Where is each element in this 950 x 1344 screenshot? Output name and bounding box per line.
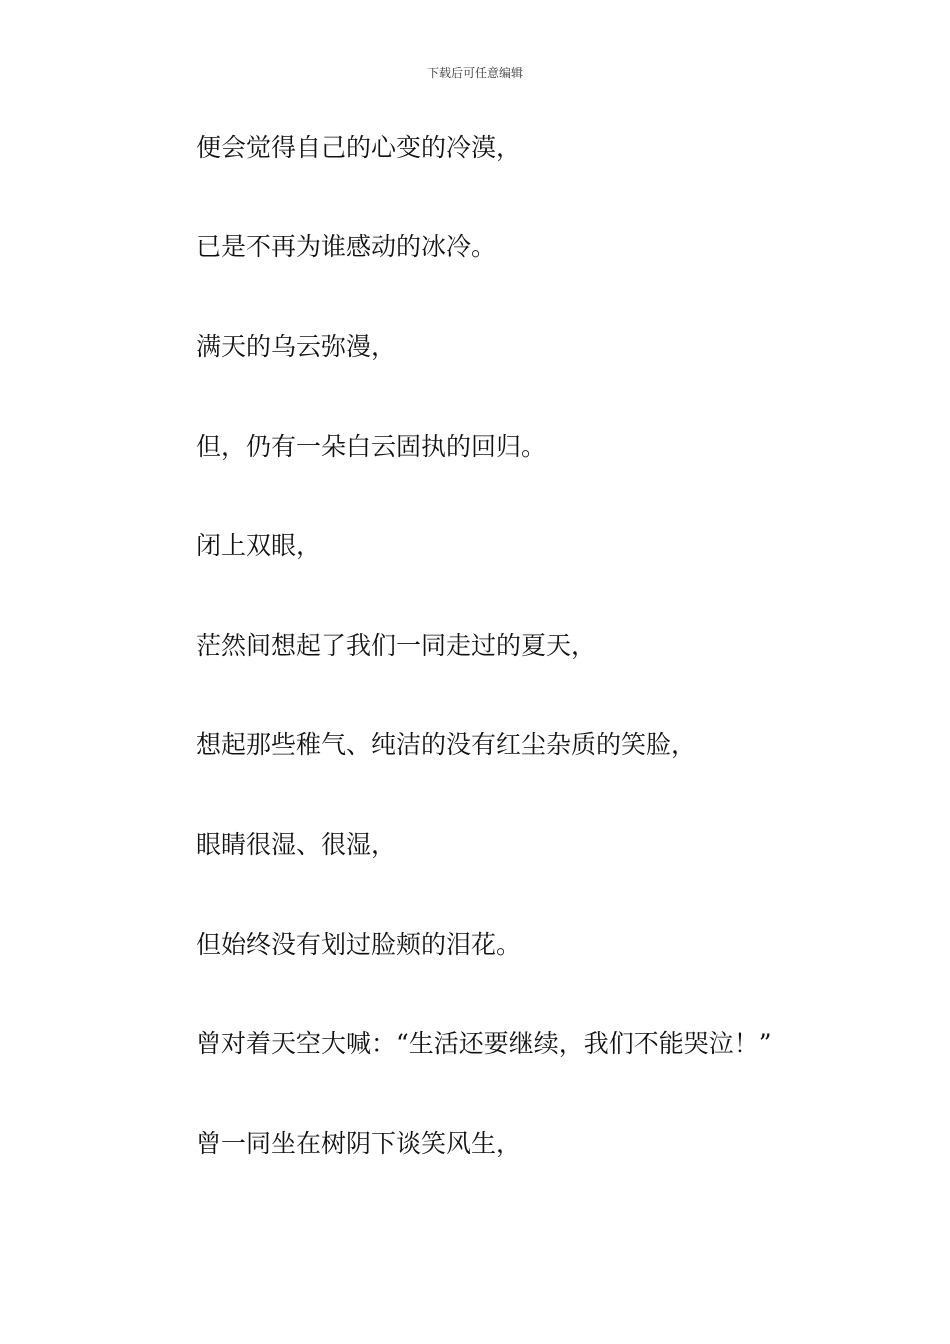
text-line: 但始终没有划过脸颊的泪花。 — [196, 930, 522, 959]
text-line: 曾一同坐在树阴下谈笑风生， — [196, 1129, 522, 1158]
page-header-note: 下载后可任意编辑 — [426, 66, 523, 80]
text-line: 曾对着天空大喊：“生活还要继续，我们不能哭泣！” — [196, 1029, 772, 1058]
text-line: 闭上双眼， — [196, 531, 322, 560]
text-line: 满天的乌云弥漫， — [196, 332, 397, 361]
text-line: 便会觉得自己的心变的冷漠， — [196, 133, 522, 162]
text-line: 想起那些稚气、纯洁的没有红尘杂质的笑脸， — [196, 730, 697, 759]
text-line: 已是不再为谁感动的冰冷。 — [196, 232, 497, 261]
text-line: 茫然间想起了我们一同走过的夏天， — [196, 631, 597, 660]
text-line: 眼睛很湿、很湿， — [196, 830, 397, 859]
text-line: 但，仍有一朵白云固执的回归。 — [196, 432, 547, 461]
